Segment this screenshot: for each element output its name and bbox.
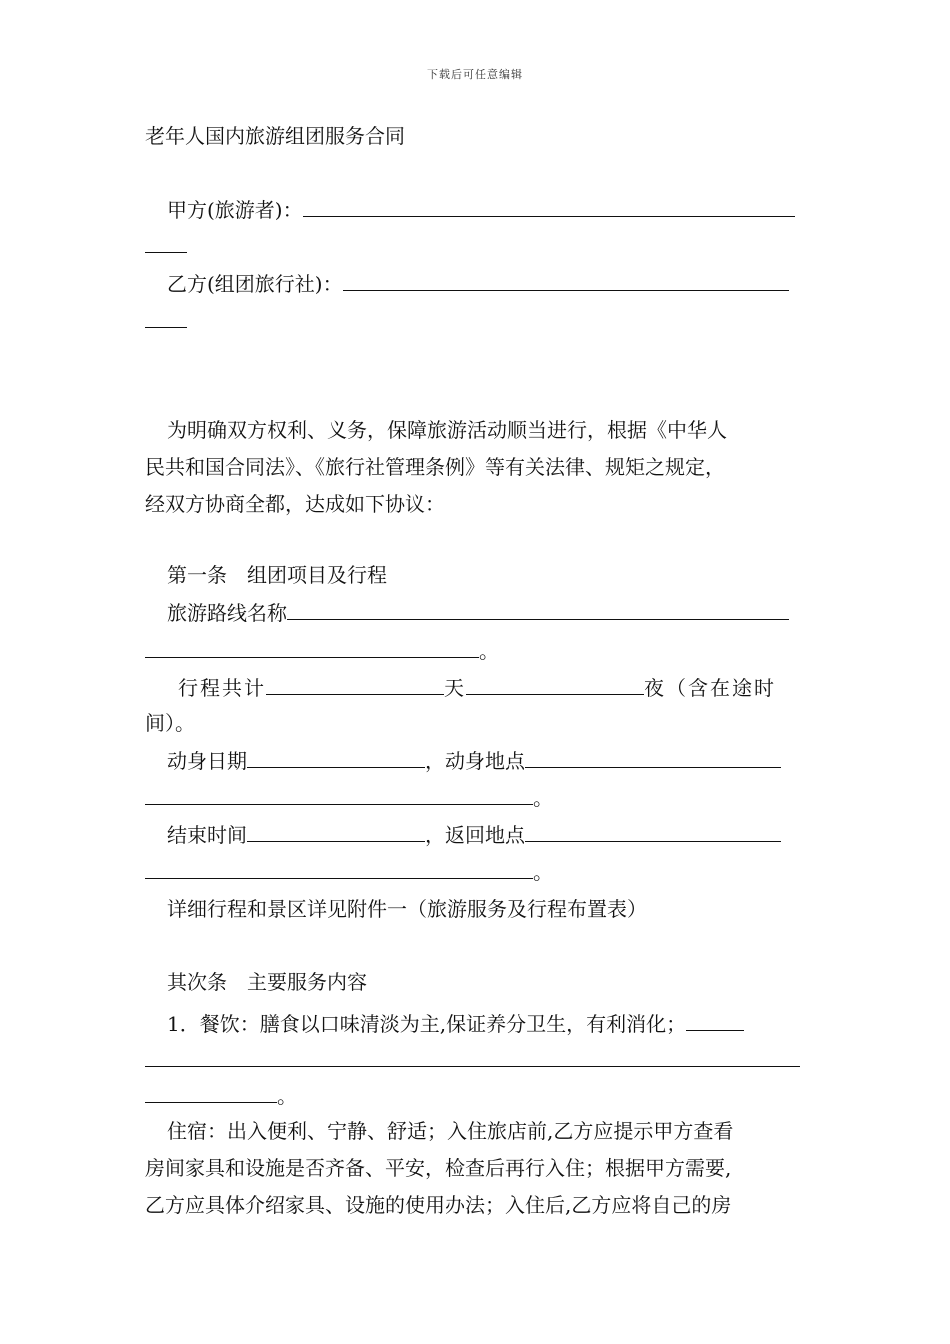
depart-date-field[interactable] <box>247 747 425 768</box>
itinerary-line <box>178 674 776 700</box>
route-name-line-cont <box>145 637 499 663</box>
nights-field[interactable] <box>466 674 644 695</box>
depart-place-field-cont[interactable] <box>145 784 533 805</box>
depart-line <box>167 747 781 773</box>
end-time-field[interactable] <box>247 821 425 842</box>
lodging-line-1: 住宿：出入便利、宁静、舒适；入住旅店前,乙方应提示甲方查看 <box>167 1119 734 1143</box>
detail-note: 详细行程和景区详见附件一（旅游服务及行程布置表） <box>167 897 647 921</box>
party-a-field[interactable] <box>303 196 795 217</box>
depart-place-field[interactable] <box>525 747 781 768</box>
depart-line-cont <box>145 784 553 810</box>
return-place-field-cont[interactable] <box>145 858 533 879</box>
party-a-label: 甲方(旅游者)： <box>167 198 303 222</box>
route-name-field-cont[interactable] <box>145 637 479 658</box>
party-b-line <box>167 270 789 296</box>
days-label: 天 <box>444 676 466 700</box>
party-b-line-cont <box>145 307 187 333</box>
end-line-cont <box>145 858 553 884</box>
meal-field-cont-2[interactable] <box>145 1082 277 1103</box>
route-name-period: 。 <box>479 639 499 663</box>
lodging-line-2: 房间家具和设施是否齐备、平安，检查后再行入住；根据甲方需要, <box>145 1156 732 1180</box>
itinerary-line-cont: 间）。 <box>145 711 195 735</box>
depart-period: 。 <box>533 786 553 810</box>
route-name-line <box>167 599 789 625</box>
meal-field[interactable] <box>686 1010 744 1031</box>
party-b-field-cont[interactable] <box>145 307 187 328</box>
days-field[interactable] <box>266 674 444 695</box>
meal-line <box>167 1010 744 1036</box>
party-a-line <box>167 196 795 222</box>
intro-line-3: 经双方协商全都，达成如下协议： <box>145 492 445 516</box>
lodging-line-3: 乙方应具体介绍家具、设施的使用办法；入住后,乙方应将自己的房 <box>145 1193 732 1217</box>
return-place-field[interactable] <box>525 821 781 842</box>
meal-field-cont[interactable] <box>145 1046 800 1067</box>
end-line <box>167 821 781 847</box>
route-name-label: 旅游路线名称 <box>167 601 287 625</box>
party-b-label: 乙方(组团旅行社)： <box>167 272 343 296</box>
meal-line-cont <box>145 1046 800 1072</box>
end-time-label: 结束时间 <box>167 823 247 847</box>
itinerary-prefix: 行程共计 <box>178 676 266 700</box>
party-b-field[interactable] <box>343 270 789 291</box>
party-a-line-cont <box>145 232 187 258</box>
return-period: 。 <box>533 860 553 884</box>
article-2-heading: 其次条 主要服务内容 <box>167 970 367 994</box>
route-name-field[interactable] <box>287 599 789 620</box>
meal-text: 1．餐饮：膳食以口味清淡为主,保证养分卫生，有利消化； <box>167 1012 687 1036</box>
meal-period: 。 <box>277 1084 297 1108</box>
nights-label: 夜（含在途时 <box>644 676 776 700</box>
article-1-heading: 第一条 组团项目及行程 <box>167 563 387 587</box>
meal-line-cont-2 <box>145 1082 297 1108</box>
depart-place-label: ，动身地点 <box>425 749 525 773</box>
depart-date-label: 动身日期 <box>167 749 247 773</box>
intro-line-1: 为明确双方权利、义务，保障旅游活动顺当进行，根据《中华人 <box>167 418 727 442</box>
party-a-field-cont[interactable] <box>145 232 187 253</box>
contract-title: 老年人国内旅游组团服务合同 <box>145 124 405 148</box>
return-place-label: ，返回地点 <box>425 823 525 847</box>
page-header: 下载后可任意编辑 <box>427 68 523 81</box>
intro-line-2: 民共和国合同法》、《旅行社管理条例》等有关法律、规矩之规定， <box>145 455 725 479</box>
